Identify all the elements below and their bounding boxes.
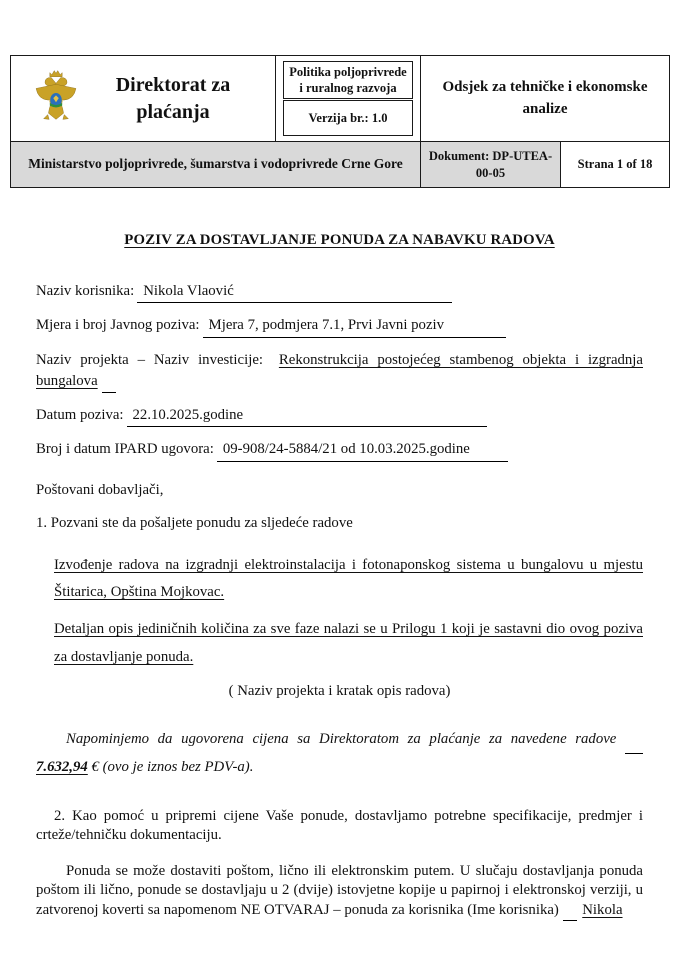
field-mjera [36,315,643,337]
works-description: Izvođenje radova na izgradnji elektroinstalacija i fotonaponskog sistema u bungalovu u mjestu Štitarica, Opština Mojkovac. [54,556,643,601]
detail-note: Detaljan opis jediničnih količina za sve faze nalazi se u Prilogu 1 koji je sastavni dio ovog poziva za dostavljanje ponuda. [54,621,643,665]
document-code-label: Dokument: DP-UTEA-00-05 [421,142,561,188]
field-naziv-korisnika [36,281,643,303]
underline-fill [563,905,577,921]
field-naziv-projekta [36,350,643,393]
header-cell-policy-version [276,56,421,142]
underline-fill [476,446,508,462]
ministry-label: Ministarstvo poljoprivrede, šumarstva i vodoprivrede Crne Gore [11,142,421,188]
field-label-ugovor: Broj i datum IPARD ugovora: [36,441,214,458]
field-list [36,281,643,462]
delivery-text: Ponuda se može dostaviti poštom, lično ili elektronskim putem. U slučaju dostavljanja ponuda poštom ili lično, ponude se dostavljaju u 2 (dvije) istovjetne kopije u papirnoj i elektronskoj verziji, u zatvorenoj koverti sa napomenom NE OTVARAJ – ponuda za korisnika (Ime korisnika) [36,862,643,918]
coat-of-arms-icon [34,69,78,128]
document-body [0,232,679,921]
field-label-projekat: Naziv projekta – Naziv investicije: [36,351,263,368]
policy-label: Politika poljoprivrede i ruralnog razvoja [283,61,413,100]
header-table [10,55,670,188]
price-prefix: Napominjemo da ugovorena cijena sa Direktoratom za plaćanje za navedene radove [66,731,617,748]
field-label-mjera: Mjera i broj Javnog poziva: [36,317,200,334]
version-label: Verzija br.: 1.0 [283,100,413,136]
header-cell-directorate [11,56,276,142]
field-value-korisnik: Nikola Vlaović [137,281,240,303]
field-value-datum: 22.10.2025.godine [127,405,250,427]
underline-fill [240,288,452,304]
price-amount: 7.632,94 [36,758,88,775]
underline-fill [249,412,487,428]
price-suffix: € (ovo je iznos bez PDV-a). [91,758,254,775]
list-item-2: 2. Kao pomoć u pripremi cijene Vaše ponude, dostavljamo potrebne specifikacije, predmjer i crteže/tehničku dokumentaciju. [36,807,643,844]
field-value-projekat: Rekonstrukcija postojećeg stambenog objekta i izgradnja bungalova [36,351,643,390]
field-datum-poziva [36,405,643,427]
logo-wrap [16,69,270,128]
field-label-datum: Datum poziva: [36,406,124,423]
contract-price-note [36,726,643,781]
directorate-title: Direktorat za plaćanja [115,73,231,123]
underline-fill [102,377,116,393]
department-label: Odsjek za tehničke i ekonomske analize [421,56,670,142]
salutation: Poštovani dobavljači, [36,481,164,498]
beneficiary-name: Nikola [582,902,623,918]
page-number-label: Strana 1 of 18 [561,142,670,188]
field-ipard-ugovor [36,439,643,461]
delivery-instructions [36,862,643,921]
field-value-mjera: Mjera 7, podmjera 7.1, Prvi Javni poziv [203,315,450,337]
underline-fill [625,738,643,754]
caption-project-name: ( Naziv projekta i kratak opis radova) [228,683,451,700]
field-value-ugovor: 09-908/24-5884/21 od 10.03.2025.godine [217,439,476,461]
list-item-1: 1. Pozvani ste da pošaljete ponudu za sljedeće radove [36,514,353,531]
field-label-korisnik: Naziv korisnika: [36,283,135,299]
document-title: POZIV ZA DOSTAVLJANJE PONUDA ZA NABAVKU RADOVA [124,232,555,248]
underline-fill [450,322,506,338]
